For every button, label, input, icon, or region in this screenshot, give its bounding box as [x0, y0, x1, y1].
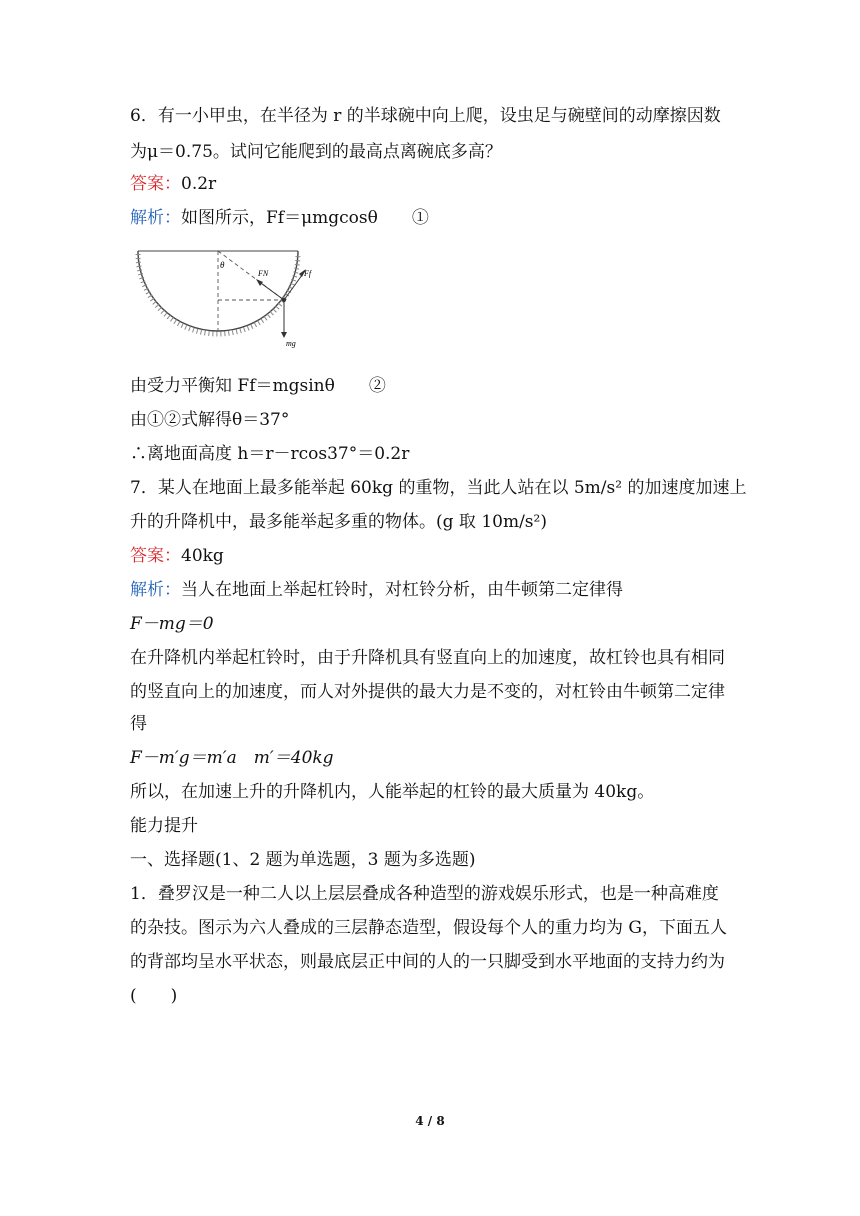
q6-analysis [130, 206, 429, 230]
mg-label: mg [286, 339, 296, 348]
answer-value: 40kg [181, 546, 224, 566]
q1-text-line4: ( ) [130, 986, 178, 1006]
q7-text-line1: 7．某人在地面上最多能举起 60kg 的重物，当此人站在以 5m/s² 的加速度加速上 [130, 478, 747, 498]
fn-label: FN [258, 269, 269, 278]
q7-para-line1: 在升降机内举起杠铃时，由于升降机具有竖直向上的加速度，故杠铃也具有相同 [130, 648, 725, 668]
q7-equation2: F－m′g＝m′a m′＝40kg [130, 748, 334, 768]
answer-label: 答案： [130, 546, 181, 566]
q6-step2: 由受力平衡知 Ff＝mgsinθ ② [130, 376, 386, 396]
q7-para-line2: 的竖直向上的加速度，而人对外提供的最大力是不变的，对杠铃由牛顿第二定律 [130, 682, 725, 702]
answer-value: 0.2r [181, 174, 217, 194]
q6-step4: ∴离地面高度 h＝r－rcos37°＝0.2r [130, 444, 410, 464]
theta-label: θ [220, 260, 225, 270]
q7-answer [130, 544, 224, 568]
analysis-text: 如图所示，Ff＝μmgcosθ ① [181, 208, 429, 228]
analysis-label: 解析： [130, 208, 181, 228]
q7-equation1: F－mg＝0 [130, 614, 214, 634]
q6-answer [130, 172, 216, 196]
q7-para-line3: 得 [130, 714, 147, 734]
q6-text-line2: 为μ＝0.75。试问它能爬到的最高点离碗底多高？ [130, 142, 502, 162]
section-title: 能力提升 [130, 816, 198, 836]
page-number: 4 / 8 [415, 1114, 445, 1128]
q1-text-line2: 的杂技。图示为六人叠成的三层静态造型，假设每个人的重力均为 G，下面五人 [130, 918, 727, 938]
section-subtitle: 一、选择题(1、2 题为单选题，3 题为多选题) [130, 850, 476, 870]
answer-label: 答案： [130, 174, 181, 194]
q6-step3: 由①②式解得θ＝37° [130, 410, 290, 430]
gravity-arrowhead [281, 332, 287, 338]
q7-conclusion: 所以，在加速上升的升降机内，人能举起的杠铃的最大质量为 40kg。 [130, 782, 655, 802]
normal-force-arrowhead [256, 279, 263, 286]
bug-point [282, 298, 286, 302]
analysis-text: 当人在地面上举起杠铃时，对杠铃分析，由牛顿第二定律得 [181, 580, 623, 600]
ff-label: Ff [304, 269, 312, 278]
bowl-force-diagram [130, 246, 330, 356]
analysis-label: 解析： [130, 580, 181, 600]
bowl-arc [138, 251, 298, 331]
q7-analysis [130, 578, 623, 602]
q1-text-line3: 的背部均呈水平状态，则最底层正中间的人的一只脚受到水平地面的支持力约为 [130, 952, 725, 972]
q7-text-line2: 升的升降机中，最多能举起多重的物体。(g 取 10m/s²) [130, 512, 547, 532]
q1-text-line1: 1．叠罗汉是一种二人以上层层叠成各种造型的游戏娱乐形式，也是一种高难度 [130, 884, 719, 904]
normal-force-arrow [258, 281, 284, 300]
q6-text-line1: 6．有一小甲虫，在半径为 r 的半球碗中向上爬，设虫足与碗壁间的动摩擦因数 [130, 106, 721, 126]
